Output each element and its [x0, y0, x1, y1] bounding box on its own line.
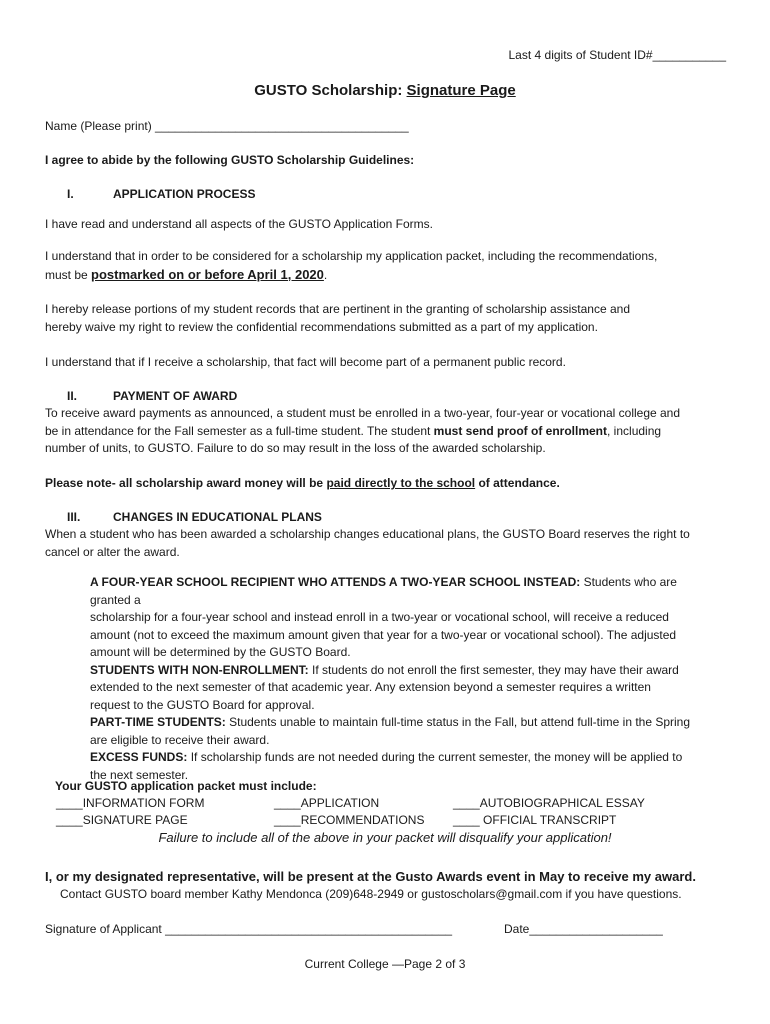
section-1-p2-line1: I understand that in order to be considered for a scholarship my application packet, including the recommendations,: [45, 249, 658, 263]
payment-note-prefix: Please note- all scholarship award money will be: [45, 476, 324, 490]
four-year-line2: scholarship for a four-year school and instead enroll in a two-year or vocational school, will receive a reduced: [90, 610, 669, 624]
part-time-line1: Students unable to maintain full-time status in the Fall, but attend full-time in the Spring: [225, 715, 691, 729]
title-prefix: GUSTO Scholarship:: [254, 82, 403, 99]
signature-line: Signature of Applicant ___________________________________________: [45, 922, 453, 936]
section-3-line2: cancel or alter the award.: [45, 544, 180, 559]
non-enrollment-line1: If students do not enroll the first semester, they may have their award: [308, 662, 679, 677]
section-1-p3-line2: hereby waive my right to review the confidential recommendations submitted as a part of my application.: [45, 319, 598, 334]
page-footer: Current College —Page 2 of 3: [304, 957, 466, 971]
section-1-number: I.: [67, 187, 74, 201]
paid-directly: paid directly to the school: [326, 476, 476, 490]
section-3-items: [90, 574, 720, 784]
non-enrollment-item: [90, 662, 720, 715]
section-2-line2: [45, 423, 725, 441]
checklist-item-official-transcript: ____ OFFICIAL TRANSCRIPT: [453, 813, 617, 827]
section-3-number: III.: [67, 510, 81, 524]
payment-note: [45, 475, 725, 493]
section-2-line2-suffix: , including: [607, 423, 662, 438]
section-1-p2-prefix: must be: [45, 267, 88, 282]
section-2-line1: To receive award payments as announced, a student must be enrolled in a two-year, four-year or vocational college and: [45, 406, 681, 420]
checklist-item-recommendations: ____RECOMMENDATIONS: [274, 813, 425, 827]
section-1-title: APPLICATION PROCESS: [113, 187, 256, 201]
section-3-line1: When a student who has been awarded a scholarship changes educational plans, the GUSTO Board reserves the right to: [45, 527, 690, 541]
section-1-p2-line2: [45, 266, 725, 285]
payment-note-suffix: of attendance.: [478, 476, 560, 490]
agree-heading: I agree to abide by the following GUSTO Scholarship Guidelines:: [45, 153, 415, 167]
packet-warning: Failure to include all of the above in your packet will disqualify your application!: [158, 830, 612, 845]
excess-funds-line2: the next semester.: [90, 767, 189, 782]
part-time-line2: are eligible to receive their award.: [90, 732, 270, 747]
excess-funds-line1: If scholarship funds are not needed during the current semester, the money will be applied to: [187, 750, 683, 764]
section-3-title: CHANGES IN EDUCATIONAL PLANS: [113, 510, 322, 524]
four-year-label: A FOUR-YEAR SCHOOL RECIPIENT WHO ATTENDS A TWO-YEAR SCHOOL INSTEAD:: [90, 575, 581, 589]
non-enrollment-line3: request to the GUSTO Board for approval.: [90, 697, 315, 712]
awards-contact: Contact GUSTO board member Kathy Mendonca (209)648-2949 or gustoscholars@gmail.com if you have questions.: [60, 887, 682, 901]
four-year-line1: Students who are granted a: [90, 575, 677, 607]
date-line: Date____________________: [504, 922, 663, 936]
checklist-item-information-form: ____INFORMATION FORM: [56, 796, 205, 810]
section-1-p2-suffix: .: [323, 267, 328, 282]
part-time-item: [90, 714, 720, 749]
section-1-paragraph-4: I understand that if I receive a scholarship, that fact will become part of a permanent public record.: [45, 355, 566, 369]
section-1-paragraph-3: [45, 301, 725, 336]
awards-statement: I, or my designated representative, will be present at the Gusto Awards event in May to receive my award.: [45, 869, 696, 884]
name-line: Name (Please print) ______________________________________: [45, 119, 409, 133]
non-enrollment-line2: extended to the next semester of that academic year. Any extension beyond a semester requires a written: [90, 680, 651, 694]
page-title: [0, 82, 770, 99]
non-enrollment-label: STUDENTS WITH NON-ENROLLMENT:: [90, 662, 309, 677]
part-time-label: PART-TIME STUDENTS:: [90, 715, 226, 729]
section-3-paragraph: [45, 526, 725, 561]
four-year-line3: amount (not to exceed the maximum amount given that year for a two-year or vocational school). The adjusted: [90, 627, 677, 642]
student-id-line: Last 4 digits of Student ID#___________: [508, 48, 726, 62]
four-year-item: [90, 574, 720, 662]
four-year-line4: amount will be determined by the GUSTO Board.: [90, 645, 351, 659]
checklist-item-signature-page: ____SIGNATURE PAGE: [56, 813, 188, 827]
excess-funds-label: EXCESS FUNDS:: [90, 750, 188, 764]
section-2-number: II.: [67, 389, 78, 403]
section-2-line2-prefix: be in attendance for the Fall semester as a full-time student. The student: [45, 423, 431, 438]
section-2-title: PAYMENT OF AWARD: [113, 389, 238, 403]
section-2-line3: number of units, to GUSTO. Failure to do so may result in the loss of the awarded scholarship.: [45, 441, 546, 455]
section-1-paragraph-1: I have read and understand all aspects of the GUSTO Application Forms.: [45, 217, 433, 231]
postmark-deadline: postmarked on or before April 1, 2020: [91, 266, 324, 282]
section-1-paragraph-2: [45, 248, 725, 284]
checklist-item-application: ____APPLICATION: [274, 796, 380, 810]
section-1-p3-line1: I hereby release portions of my student records that are pertinent in the granting of scholarship assistance and: [45, 302, 630, 316]
proof-of-enrollment: must send proof of enrollment: [433, 423, 608, 438]
section-2-paragraph: [45, 405, 725, 458]
packet-heading: Your GUSTO application packet must include:: [55, 779, 317, 793]
checklist-item-autobiographical-essay: ____AUTOBIOGRAPHICAL ESSAY: [453, 796, 645, 810]
title-underlined: Signature Page: [406, 82, 516, 99]
